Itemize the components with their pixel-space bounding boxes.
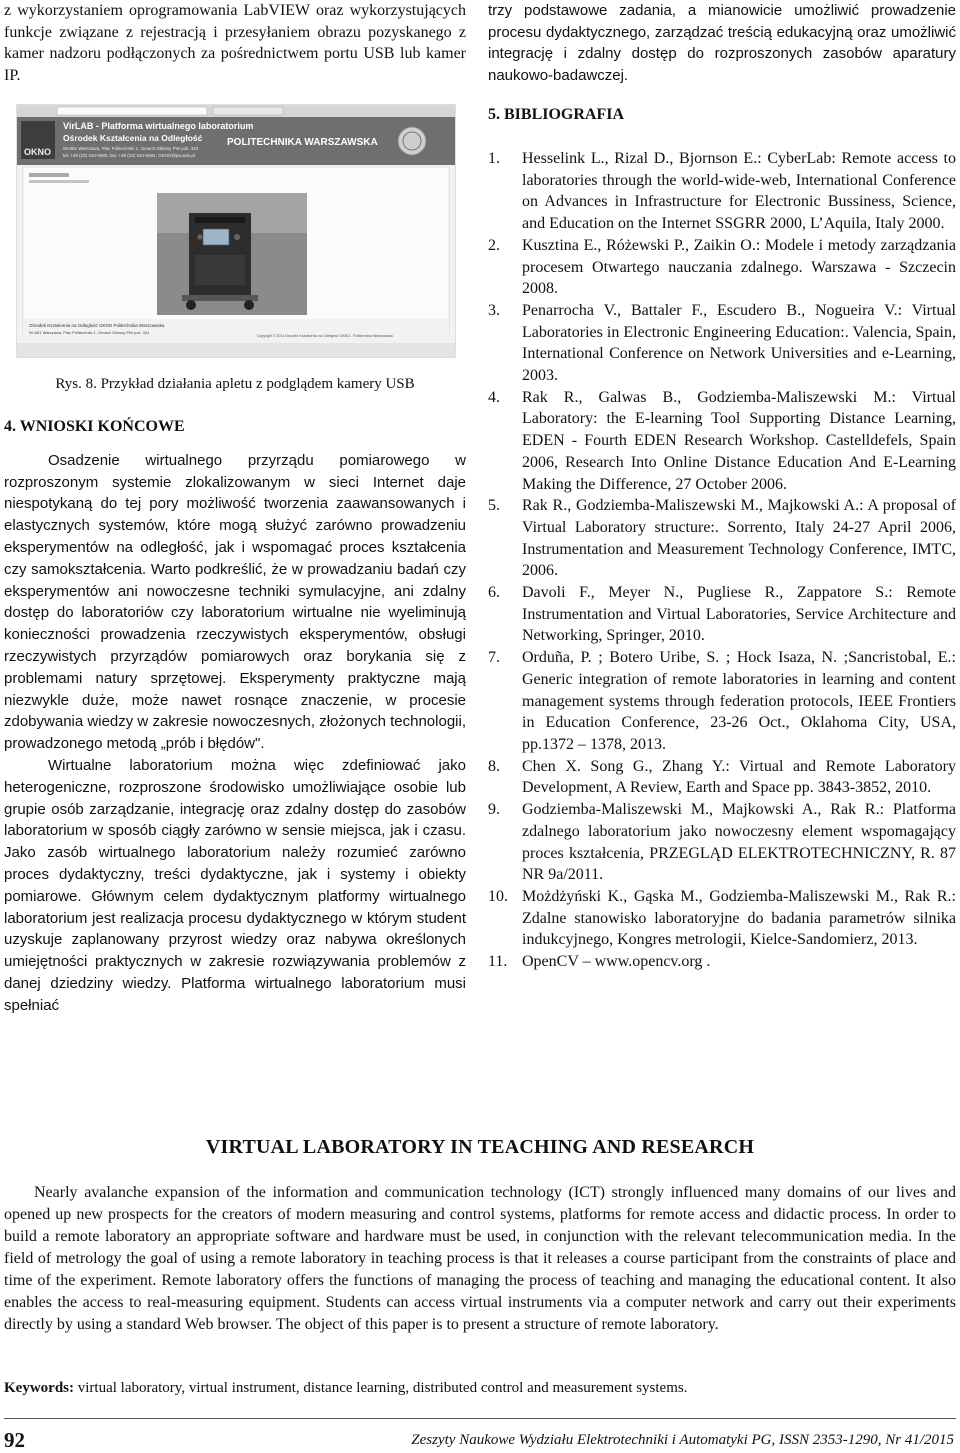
section-4-heading: 4. WNIOSKI KOŃCOWE: [4, 418, 185, 435]
left-column-top: [4, 0, 466, 86]
browser-tab: [213, 107, 283, 115]
english-abstract: Nearly avalanche expansion of the information and communication technology (ICT) strongly influenced many domains of our lives and opened up new prospects for the creators of modern measuring and control systems, platforms for remote access and didactic process. In order to build a remote laboratory an appropriate software and hardware must be used, in conjunction with the relevant telecommunication media. In the field of metrology the goal of using a remote laboratory in teaching process is that it releases a course participant from the constraints of place and time of the experiment. Remote laboratory offers the functions of managing the process of teaching and managing the educational content. It also enables the access to real-measuring equipment. Students can access virtual instruments via a computer network and carry out their experiments directly by using a standard Web browser. The object of this paper is to present a structure of remote laboratory.: [4, 1184, 956, 1333]
bibliography-item: 8. Chen X. Song G., Zhang Y.: Virtual and Remote Laboratory Development, A Review, Earth and Space pp. 3843-3852, 2010.: [488, 757, 956, 797]
bibliography-heading-wrap: [488, 106, 956, 124]
figure-footer-line-1: 00-661 Warszawa, Plac Politechniki 1, Gmach Główny PW pok. 324: [29, 330, 150, 335]
bibliography-item: 2. Kusztina E., Różewski P., Zaikin O.: Modele i metody zarządzania procesem Otwartego nauczania zdalnego. Warszawa - Szczecin 2008.: [488, 236, 956, 298]
figure-image: [17, 105, 455, 357]
bibliography-item: 5. Rak R., Godziemba-Maliszewski M., Majkowski A.: A proposal of Virtual Laboratory structure:. Sorrento, Italy 24-27 April 2006, Instrumentation and Measurement Technology Conference, IMTC, 2006.: [488, 497, 956, 580]
right-column-top: [488, 0, 956, 86]
university-seal-icon: [398, 127, 426, 155]
keywords-line: [4, 1380, 956, 1397]
page-number: 92: [4, 1428, 25, 1452]
figure-footer-org: Ośrodek Kształcenia na Odległość OKNO Politechnika Warszawska: [29, 323, 165, 328]
keywords-text: virtual laboratory, virtual instrument, distance learning, distributed control and measurement systems.: [74, 1380, 688, 1396]
conclusions-paragraph-2: Wirtualne laboratorium można więc zdefiniować jako heterogeniczne, rozproszone środowisko umożliwiające osobie lub grupie osób zarządzanie, integrację oraz zdalny dostęp do zasobów laboratorium w sposób ciągły zarówno w sensie miejsca, jak i czasu. Jako zasób wirtualnego laboratorium należy rozumieć zarówno proces dydaktyczny, treści dydaktyczne, jak i systemy i obiekty pomiarowe. Głównym celem dydaktycznym platformy wirtualnego laboratorium jest realizacja procesu dydaktycznego w którym student uzyskuje zaplanowany przyrost wiedzy oraz nabywa określonych umiejętności praktycznych w zakresie rozwiązywania problemów z danej dziedziny wiedzy. Platforma wirtualnego laboratorium musi spełniać: [4, 756, 466, 1014]
instrument-display: [203, 229, 229, 245]
figure-footer-copy: Copyright © 2014 Ośrodek Kształcenia na Odległość OKNO - Politechnika Warszawska: [257, 334, 393, 338]
journal-info: Zeszyty Naukowe Wydziału Elektrotechniki i Automatyki PG, ISSN 2353-1290, Nr 41/2015: [411, 1432, 954, 1448]
logo-text: OKNO: [24, 147, 51, 157]
english-title: VIRTUAL LABORATORY IN TEACHING AND RESEARCH: [205, 1136, 755, 1158]
bibliography-item: 7. Orduña, P. ; Botero Uribe, S. ; Hock Isaza, N. ;Sancristobal, E.: Generic integration of remote laboratories in learning and content management systems through federation protocols, IEEE Frontiers in Education Conference, 23-26 Oct., Oklahoma City, USA, pp.1372 – 1378, 2013.: [488, 649, 956, 753]
bibliography-item: 1. Hesselink L., Rizal D., Bjornson E.: CyberLab: Remote access to laboratories through the world-wide-web, International Conference on Advances in Infrastructure for Electronic Bussiness, Science, and Education on the Internet SSGRR 2000, L’Aquila, Italy 2000.: [488, 150, 956, 233]
keywords-label: Keywords:: [4, 1380, 74, 1396]
left-intro-paragraph: z wykorzystaniem oprogramowania LabVIEW oraz wykorzystujących funkcje związane z rejestracją i przesyłaniem obrazu pozyskanego z kamer nadzoru podłączonych za pośrednictwem portu USB lub kamer IP.: [4, 2, 466, 84]
bibliography-item: 11. OpenCV – www.opencv.org .: [488, 953, 711, 971]
bibliography-item: 4. Rak R., Galwas B., Godziemba-Maliszewski M.: Virtual Laboratory: the E-learning Tool Supporting Distance Learning, EDEN - Fourth EDEN Research Workshop. Castelldefels, Spain 2006, Research Into Online Distance Education And E-Learning Making the Difference, 27 October 2006.: [488, 388, 956, 493]
figure-university: POLITECHNIKA WARSZAWSKA: [227, 137, 378, 148]
bibliography-list: [488, 148, 956, 973]
figure-org-line-2: tel: +48 (22) 234-5580, fax: +48 (22) 234-5584, OKNO@pw.edu.pl: [63, 153, 195, 158]
conclusions-paragraph-1: Osadzenie wirtualnego przyrządu pomiarowego w rozproszonym systemie zlokalizowanym w sieci Internet daje niespotykaną do tej pory możliwość tworzenia zaawansowanych i elastycznych systemów, które mogą służyć zarówno prowadzeniu eksperymentów na odległość, jak i wspomagać proces kształcenia czy samokształcenia. Warto podkreślić, że w prowadzaniu badań czy eksperymentów ani nowoczesne techniki symulacyjne, ani zdalny dostęp do laboratoriów czy laboratorium wirtualne nie wyeliminują konieczności prowadzenia rzeczywistych eksperymentów, obsługi rzeczywistych przyrządów pomiarowych oraz borykania się z problemami natury sprzętowej. Eksperymenty praktyczne mają niezwykle duże, może nawet rosnące znaczenie, w procesie zdobywania wiedzy w zakresie nowoczesnych, złożonych technologii, prowadzonego metodą „prób i błędów".: [4, 451, 466, 753]
bibliography-item: 9. Godziemba-Maliszewski M., Majkowski A., Rak R.: Platforma zdalnego laboratorium jako nowoczesny element wspomagający proces kształcenia, PRZEGLĄD ELEKTROTECHNICZNY, R. 87 NR 9a/2011.: [488, 801, 956, 884]
right-intro-paragraph: trzy podstawowe zadania, a mianowicie umożliwić prowadzenie procesu dydaktycznego, zarządzać treścią edukacyjną oraz umożliwić integrację i zdalny dostęp do rozproszonych zasobów aparatury naukowo-badawczej.: [488, 2, 956, 84]
figure-caption: Rys. 8. Przykład działania apletu z podglądem kamery USB: [55, 376, 415, 392]
bibliography-item: 3. Penarrocha V., Battaler F., Escudero B., Nogueira V.: Virtual Laboratories in Electronic Engineering Education:. Valencia, Spain, International Conference on Network Universities and e-Learning, 2003.: [488, 301, 956, 385]
bibliography-item: 10. Możdżyński K., Gąska M., Godziemba-Maliszewski M., Rak R.: Zdalne stanowisko laboratoryjne do badania parametrów silnika indukcyjnego, Kongres metrologii, Kielce-Sandomierz, 2013.: [488, 887, 956, 949]
figure-org-name: Ośrodek Kształcenia na Odległość: [63, 133, 203, 143]
bibliography-item: 6. Davoli F., Meyer N., Pugliese R., Zappatore S.: Remote Instrumentation and Virtual Laboratories, Service Architecture and Networking, Springer, 2010.: [488, 584, 956, 645]
section-5-heading: 5. BIBLIOGRAFIA: [488, 106, 625, 123]
figure-org-line-1: 00-661 Warszawa, Plac Politechniki 1, Gmach Główny PW pok. 324: [63, 146, 199, 151]
footer-rule: [4, 1418, 956, 1419]
section-conclusions: [4, 416, 466, 1017]
figure-header-title: VirLAB - Platforma wirtualnego laboratorium: [63, 121, 254, 131]
figure-applet-screenshot: [16, 104, 456, 358]
address-bar: [57, 107, 207, 115]
